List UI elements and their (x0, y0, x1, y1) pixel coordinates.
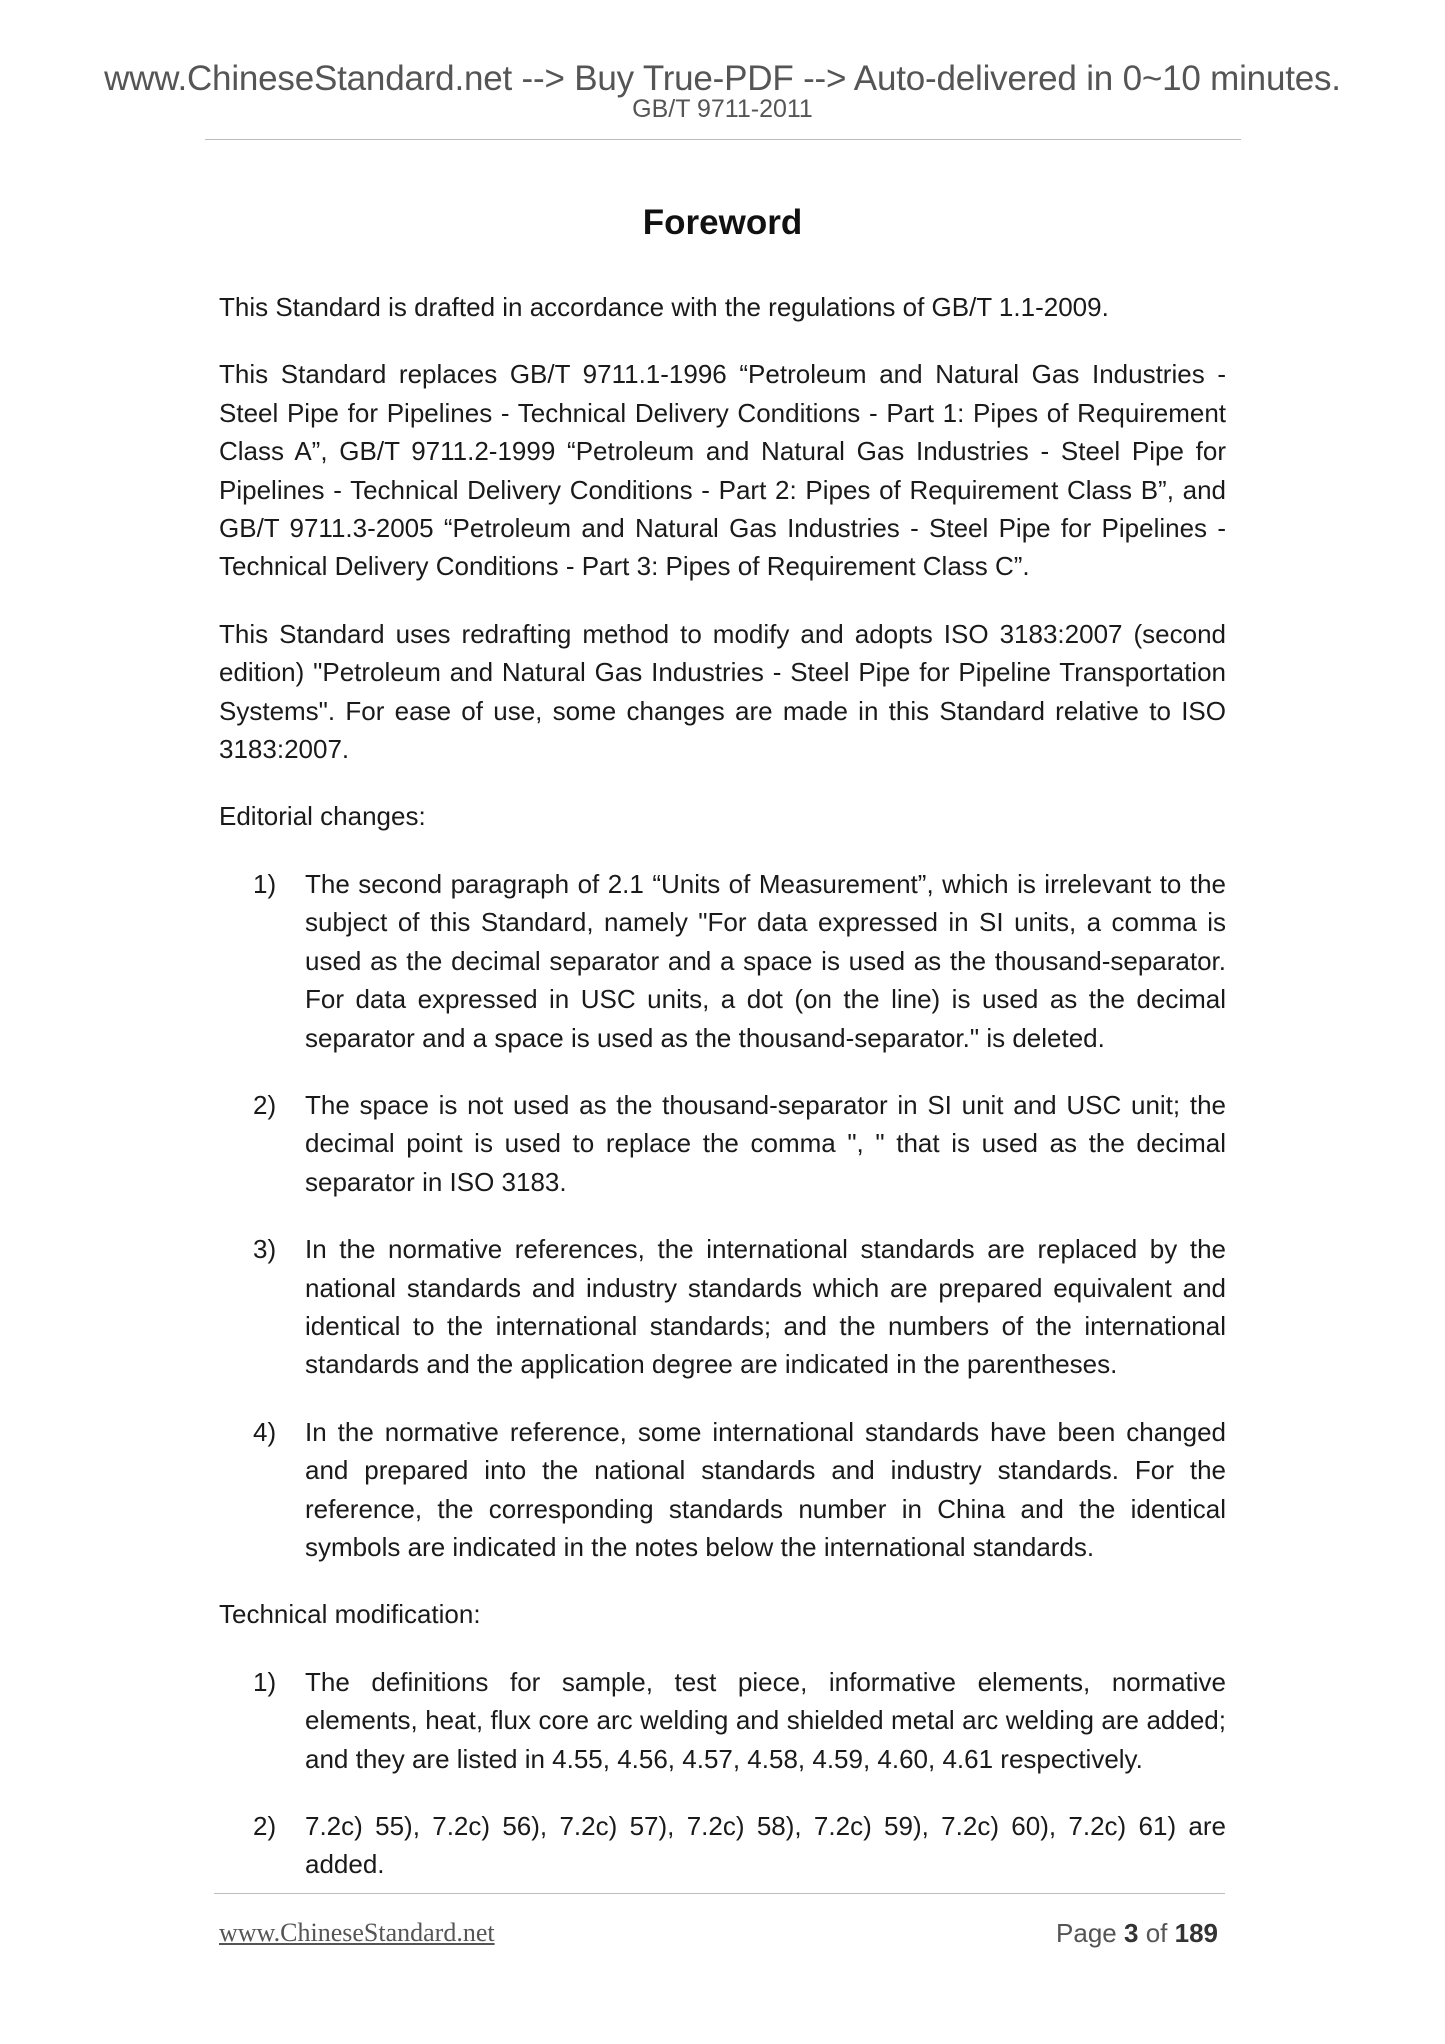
footer-website-link[interactable]: www.ChineseStandard.net (219, 1918, 495, 1947)
list-number: 4) (253, 1416, 277, 1447)
list-item (219, 1230, 1226, 1384)
list-item (219, 865, 1226, 1057)
list-number: 2) (253, 1089, 277, 1120)
paragraph-drafting-basis: This Standard is drafted in accordance with the regulations of GB/T 1.1-2009. (219, 292, 1109, 322)
header-divider (205, 139, 1241, 140)
list-item (219, 1807, 1226, 1884)
document-body (219, 288, 1226, 1913)
technical-modification-list (219, 1663, 1226, 1884)
paragraph-replaces: This Standard replaces GB/T 9711.1-1996 “Petroleum and Natural Gas Industries - Steel Pipe for Pipelines - Technical Delivery Conditions - Part 1: Pipes of Requirement Class A”, GB/T 9711.2-1999 “Petroleum and Natural Gas Industries - Steel Pipe for Pipelines - Technical Delivery Conditions - Part 2: Pipes of Requirement Class B”, and GB/T 9711.3-2005 “Petroleum and Natural Gas Industries - Steel Pipe for Pipelines - Technical Delivery Conditions - Part 3: Pipes of Requirement Class C”. (219, 359, 1226, 582)
editorial-changes-list (219, 865, 1226, 1567)
technical-modification-heading: Technical modification: (219, 1599, 481, 1630)
page-indicator (1056, 1917, 1218, 1949)
standard-code: GB/T 9711-2011 (632, 95, 813, 123)
footer-divider (214, 1893, 1225, 1894)
page-title: Foreword (642, 203, 803, 242)
list-text: The second paragraph of 2.1 “Units of Measurement”, which is irrelevant to the subject of this Standard, namely "For data expressed in SI units, a comma is used as the decimal separator and a space is used as the thousand-separator. For data expressed in USC units, a dot (on the line) is used as the decimal separator and a space is used as the thousand-separator." is deleted. (305, 868, 1226, 1053)
page-current-number: 3 (1123, 1918, 1139, 1948)
paragraph-adoption: This Standard uses redrafting method to modify and adopts ISO 3183:2007 (second edition) "Petroleum and Natural Gas Industries - Steel Pipe for Pipeline Transportation Systems". For ease of use, some changes are made in this Standard relative to ISO 3183:2007. (219, 618, 1226, 765)
header-banner: www.ChineseStandard.net --> Buy True-PDF --> Auto-delivered in 0~10 minutes. (104, 59, 1341, 98)
list-number: 3) (253, 1234, 277, 1265)
page-prefix: Page (1056, 1918, 1117, 1948)
list-text: In the normative references, the international standards are replaced by the national standards and industry standards which are prepared equivalent and identical to the international standards; and the numbers of the international standards and the application degree are indicated in the parentheses. (305, 1234, 1226, 1380)
list-text: In the normative reference, some international standards have been changed and prepared into the national standards and industry standards. For the reference, the corresponding standards number in China and the identical symbols are indicated in the notes below the international standards. (305, 1416, 1226, 1562)
list-number: 1) (253, 868, 277, 899)
list-item (219, 1413, 1226, 1567)
list-number: 2) (253, 1811, 277, 1841)
list-text: 7.2c) 55), 7.2c) 56), 7.2c) 57), 7.2c) 58), 7.2c) 59), 7.2c) 60), 7.2c) 61) are added. (305, 1811, 1226, 1880)
list-item (219, 1663, 1226, 1778)
page-of: of (1145, 1918, 1168, 1948)
editorial-changes-heading: Editorial changes: (219, 801, 426, 832)
list-item (219, 1086, 1226, 1201)
list-text: The space is not used as the thousand-separator in SI unit and USC unit; the decimal point is used to replace the comma ", " that is used as the decimal separator in ISO 3183. (305, 1089, 1226, 1197)
list-text: The definitions for sample, test piece, informative elements, normative elements, heat, flux core arc welding and shielded metal arc welding are added; and they are listed in 4.55, 4.56, 4.57, 4.58, 4.59, 4.60, 4.61 respectively. (305, 1666, 1226, 1774)
page-total-number: 189 (1174, 1918, 1218, 1948)
list-number: 1) (253, 1666, 277, 1697)
